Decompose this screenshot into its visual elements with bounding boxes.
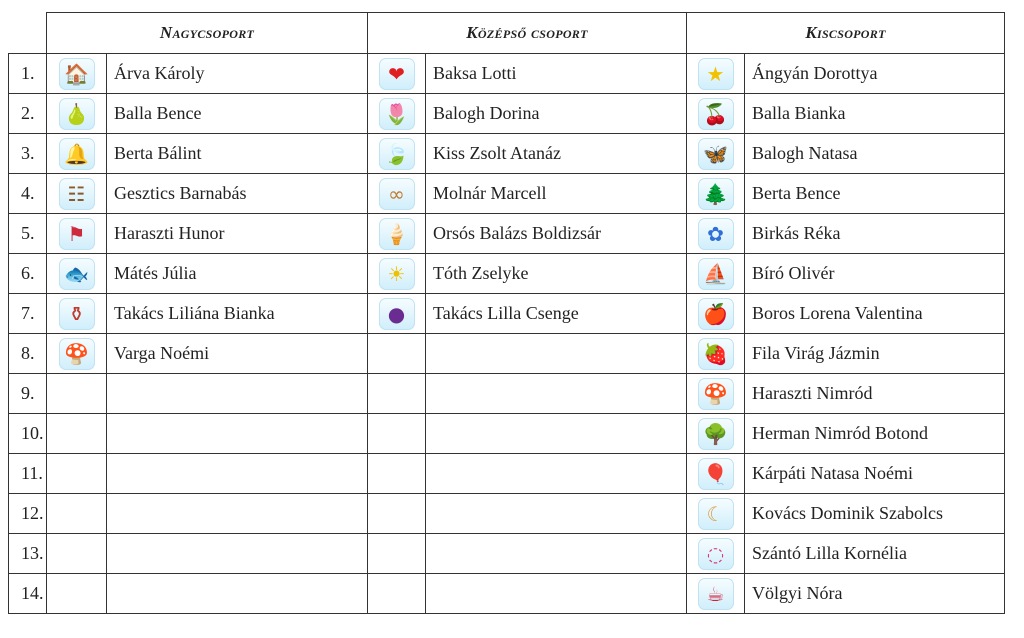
table-row [9, 374, 1005, 414]
child-name: Tóth Zselyke [426, 254, 687, 294]
leaf-icon: 🍃 [379, 138, 415, 170]
table-row [9, 334, 1005, 374]
child-name [426, 334, 687, 374]
mushroom-icon: 🍄 [59, 338, 95, 370]
table-row [9, 54, 1005, 94]
strawberry-icon: 🍓 [698, 338, 734, 370]
header-nagycsoport: Nagycsoport [47, 13, 368, 54]
flower-icon: ✿ [698, 218, 734, 250]
cherry-icon: 🍒 [698, 98, 734, 130]
row-number: 6. [9, 254, 47, 294]
symbol-cell [47, 94, 107, 134]
symbol-cell [368, 174, 426, 214]
child-name [107, 454, 368, 494]
mushroom-icon: 🍄 [698, 378, 734, 410]
child-name [107, 494, 368, 534]
symbol-cell [47, 214, 107, 254]
hungarian-flag-icon: ⚑ [59, 218, 95, 250]
symbol-cell [368, 534, 426, 574]
child-name: Völgyi Nóra [745, 574, 1005, 614]
symbol-cell [687, 174, 745, 214]
symbol-cell [687, 414, 745, 454]
symbol-cell [368, 574, 426, 614]
row-number: 2. [9, 94, 47, 134]
child-name: Kárpáti Natasa Noémi [745, 454, 1005, 494]
necklace-icon: ◌ [698, 538, 734, 570]
row-number: 3. [9, 134, 47, 174]
child-name [107, 574, 368, 614]
butterfly-icon: 🦋 [698, 138, 734, 170]
table-row [9, 494, 1005, 534]
child-name: Molnár Marcell [426, 174, 687, 214]
pretzel-icon: ∞ [379, 178, 415, 210]
child-name: Haraszti Nimród [745, 374, 1005, 414]
row-number: 7. [9, 294, 47, 334]
symbol-cell [687, 454, 745, 494]
table-row [9, 134, 1005, 174]
child-name: Herman Nimród Botond [745, 414, 1005, 454]
row-number: 10. [9, 414, 47, 454]
child-name: Berta Bálint [107, 134, 368, 174]
child-name: Haraszti Hunor [107, 214, 368, 254]
mug-icon: ☕ [698, 578, 734, 610]
symbol-cell [368, 494, 426, 534]
row-number: 9. [9, 374, 47, 414]
pear-icon: 🍐 [59, 98, 95, 130]
symbol-cell [368, 94, 426, 134]
table-row [9, 574, 1005, 614]
row-number: 14. [9, 574, 47, 614]
symbol-cell [368, 374, 426, 414]
child-name [107, 534, 368, 574]
star-icon: ★ [698, 58, 734, 90]
table-row [9, 254, 1005, 294]
symbol-cell [687, 214, 745, 254]
table-row [9, 174, 1005, 214]
symbol-cell [47, 534, 107, 574]
child-name: Takács Liliána Bianka [107, 294, 368, 334]
symbol-cell [368, 294, 426, 334]
symbol-cell [47, 174, 107, 214]
child-name: Balogh Natasa [745, 134, 1005, 174]
symbol-cell [368, 454, 426, 494]
symbol-cell [47, 254, 107, 294]
tree-icon: 🌳 [698, 418, 734, 450]
roster-body [9, 54, 1005, 614]
vase-icon: ⚱ [59, 298, 95, 330]
table-row [9, 294, 1005, 334]
group-roster-table [8, 12, 1005, 614]
symbol-cell [47, 334, 107, 374]
symbol-cell [368, 254, 426, 294]
child-name: Ángyán Dorottya [745, 54, 1005, 94]
child-name: Balla Bianka [745, 94, 1005, 134]
child-name: Árva Károly [107, 54, 368, 94]
moon-icon: ☾ [698, 498, 734, 530]
tulip-icon: 🌷 [379, 98, 415, 130]
row-number: 12. [9, 494, 47, 534]
table-row [9, 534, 1005, 574]
ladder-icon: ☷ [59, 178, 95, 210]
symbol-cell [687, 574, 745, 614]
row-number: 13. [9, 534, 47, 574]
symbol-cell [47, 494, 107, 534]
symbol-cell [47, 574, 107, 614]
table-row [9, 454, 1005, 494]
child-name: Bíró Olivér [745, 254, 1005, 294]
child-name: Szántó Lilla Kornélia [745, 534, 1005, 574]
fish-icon: 🐟 [59, 258, 95, 290]
symbol-cell [47, 134, 107, 174]
row-number: 4. [9, 174, 47, 214]
child-name: Varga Noémi [107, 334, 368, 374]
child-name: Orsós Balázs Boldizsár [426, 214, 687, 254]
child-name [426, 494, 687, 534]
apple-icon: 🍎 [698, 298, 734, 330]
symbol-cell [47, 414, 107, 454]
child-name: Balogh Dorina [426, 94, 687, 134]
symbol-cell [47, 454, 107, 494]
child-name: Berta Bence [745, 174, 1005, 214]
heart-icon: ❤ [379, 58, 415, 90]
bell-icon: 🔔 [59, 138, 95, 170]
row-number: 1. [9, 54, 47, 94]
child-name: Boros Lorena Valentina [745, 294, 1005, 334]
ice-cream-icon: 🍦 [379, 218, 415, 250]
symbol-cell [368, 414, 426, 454]
symbol-cell [687, 134, 745, 174]
symbol-cell [687, 494, 745, 534]
child-name: Gesztics Barnabás [107, 174, 368, 214]
symbol-cell [687, 54, 745, 94]
row-number: 11. [9, 454, 47, 494]
child-name [107, 374, 368, 414]
row-number: 5. [9, 214, 47, 254]
sailboat-icon: ⛵ [698, 258, 734, 290]
child-name [426, 414, 687, 454]
child-name [426, 374, 687, 414]
symbol-cell [368, 334, 426, 374]
symbol-cell [47, 294, 107, 334]
header-row [9, 13, 1005, 54]
pine-tree-icon: 🌲 [698, 178, 734, 210]
symbol-cell [687, 94, 745, 134]
child-name: Mátés Júlia [107, 254, 368, 294]
child-name: Birkás Réka [745, 214, 1005, 254]
child-name [426, 534, 687, 574]
plum-icon: ● [379, 298, 415, 330]
header-kozepso-csoport: Középső csoport [368, 13, 687, 54]
symbol-cell [47, 54, 107, 94]
child-name: Kiss Zsolt Atanáz [426, 134, 687, 174]
child-name: Balla Bence [107, 94, 368, 134]
symbol-cell [368, 134, 426, 174]
child-name: Baksa Lotti [426, 54, 687, 94]
sun-icon: ☀ [379, 258, 415, 290]
header-kiscsoport: Kiscsoport [687, 13, 1005, 54]
number-header [9, 13, 47, 54]
symbol-cell [687, 534, 745, 574]
child-name: Fila Virág Jázmin [745, 334, 1005, 374]
symbol-cell [687, 374, 745, 414]
child-name [107, 414, 368, 454]
symbol-cell [368, 54, 426, 94]
child-name: Takács Lilla Csenge [426, 294, 687, 334]
table-row [9, 94, 1005, 134]
table-row [9, 214, 1005, 254]
row-number: 8. [9, 334, 47, 374]
symbol-cell [687, 294, 745, 334]
symbol-cell [687, 254, 745, 294]
symbol-cell [368, 214, 426, 254]
child-name [426, 454, 687, 494]
house-icon: 🏠 [59, 58, 95, 90]
child-name: Kovács Dominik Szabolcs [745, 494, 1005, 534]
symbol-cell [687, 334, 745, 374]
balloon-icon: 🎈 [698, 458, 734, 490]
symbol-cell [47, 374, 107, 414]
child-name [426, 574, 687, 614]
table-row [9, 414, 1005, 454]
